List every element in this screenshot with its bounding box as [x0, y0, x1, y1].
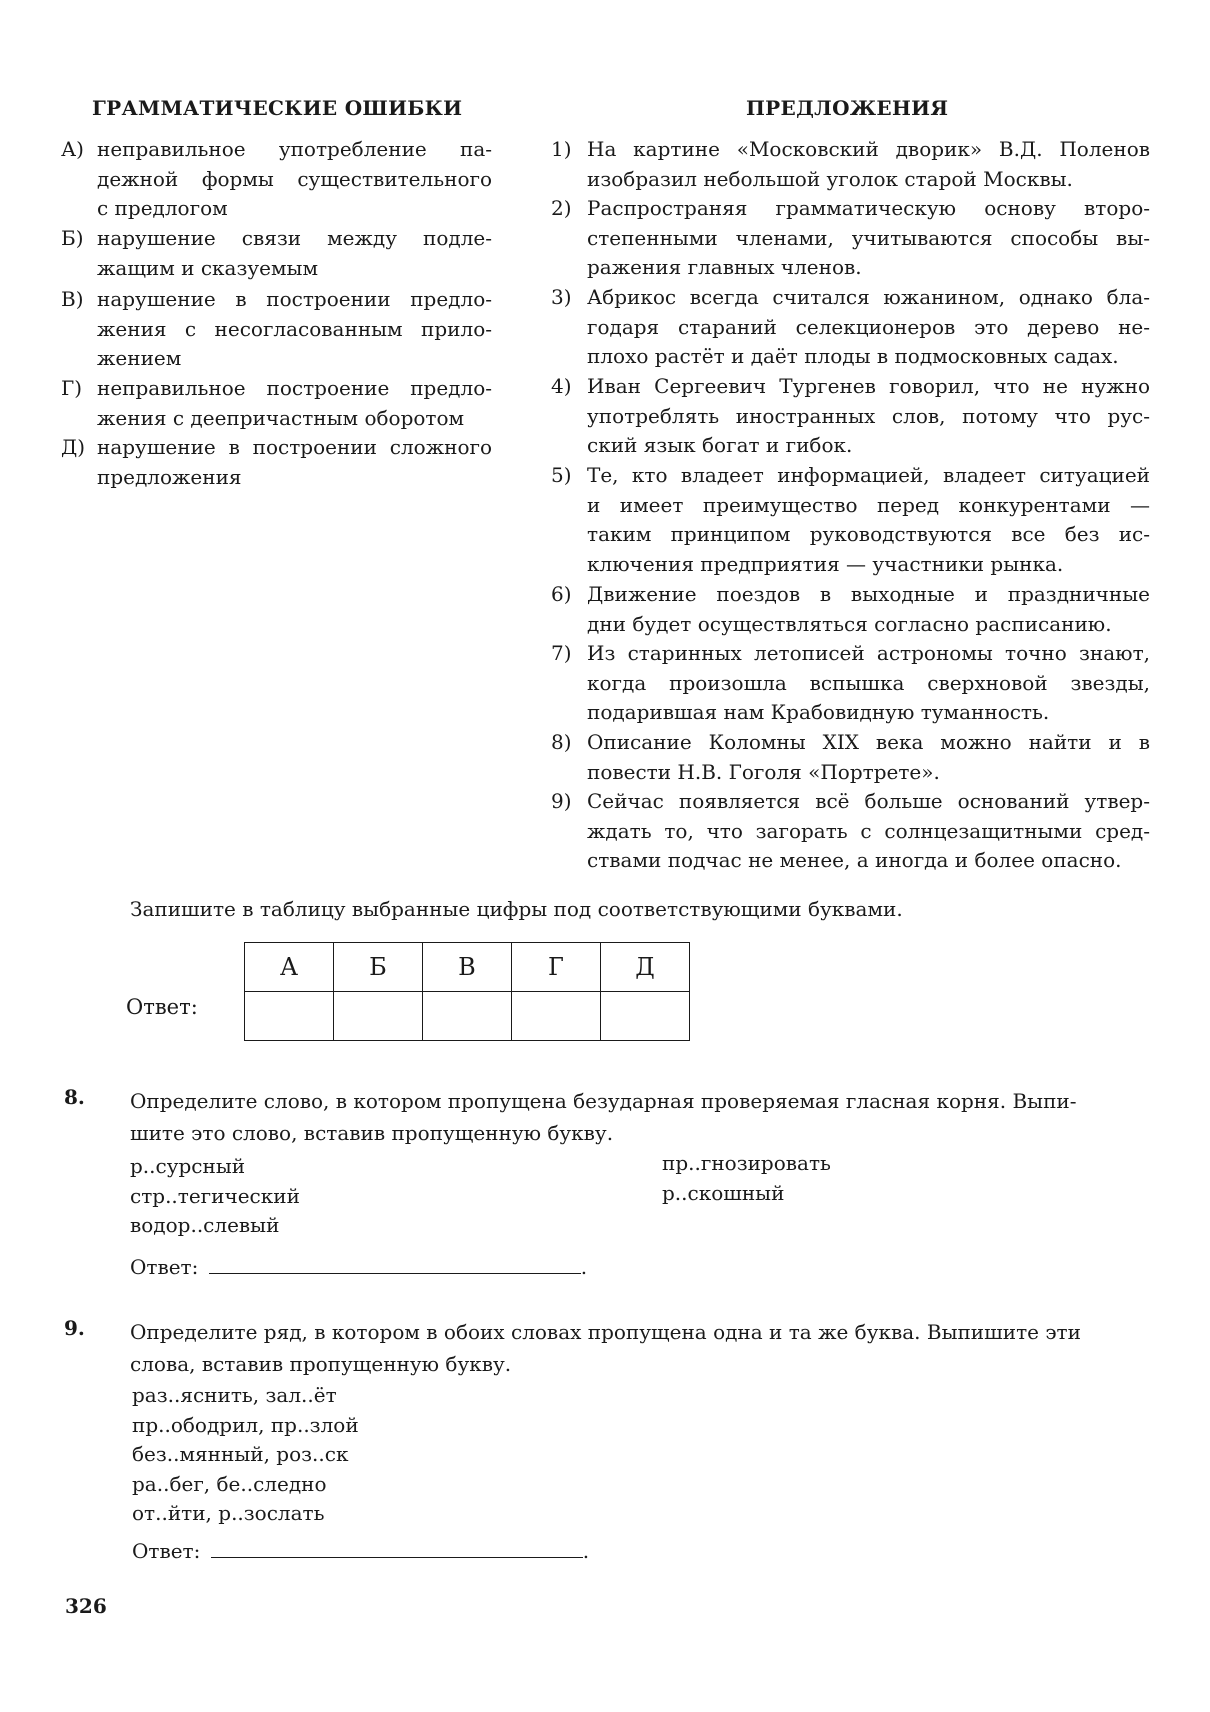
answer-table-header-row [245, 943, 690, 992]
error-type-item [61, 285, 492, 374]
word-option: стр..тегический [130, 1183, 300, 1208]
answer-header-b: Б [334, 943, 423, 992]
answer-cell-a[interactable] [245, 992, 334, 1041]
sentence-item-marker: 5) [551, 463, 572, 487]
sentence-item [551, 372, 1150, 461]
error-type-item-text-line: жением [97, 346, 182, 371]
question-9-text-line: Определите ряд, в котором в обоих словах пропущена одна и та же буква. Выпишите эти [130, 1320, 1081, 1344]
sentence-item-text-line: Движение поездов в выходные и праздничные [587, 582, 1150, 606]
sentence-item-text-line: Иван Сергеевич Тургенев говорил, что не нужно [587, 374, 1150, 398]
question-8-text [130, 1085, 1076, 1149]
sentence-item-marker: 7) [551, 641, 572, 665]
error-type-item [61, 224, 492, 283]
sentence-item [551, 135, 1150, 194]
sentence-item [551, 787, 1150, 876]
sentence-item-text-line: таким принципом руководствуются все без ис- [587, 522, 1150, 547]
error-type-item-text-line: жения с несогласованным прило- [97, 316, 492, 341]
error-type-item-text-line: неправильное построение предло- [97, 376, 492, 400]
sentence-item-text-line: степенными членами, учитываются способы вы- [587, 225, 1150, 250]
error-type-item-text-line: предложения [97, 464, 242, 489]
question-9-number: 9. [64, 1316, 85, 1340]
error-type-item-marker: А) [61, 137, 84, 161]
sentence-item-text-line: годаря стараний селекционеров это дерево не- [587, 314, 1150, 339]
sentence-item-text-line: ский язык богат и гибок. [587, 433, 853, 458]
question-8-answer-label: Ответ: [130, 1255, 199, 1279]
answer-cell-d[interactable] [601, 992, 690, 1041]
sentence-item [551, 728, 1150, 787]
sentence-item-marker: 2) [551, 196, 572, 220]
error-type-item-text-line: с предлогом [97, 196, 228, 221]
question-8-text-line: Определите слово, в котором пропущена безударная проверяемая гласная корня. Выпи- [130, 1089, 1077, 1113]
sentence-item [551, 194, 1150, 283]
sentence-item-text-line: Описание Коломны XIX века можно найти и в [587, 730, 1150, 754]
sentence-item-text-line: ражения главных членов. [587, 255, 862, 280]
answer-header-d: Д [601, 943, 690, 992]
error-type-item-text-line: нарушение связи между подле- [97, 226, 492, 250]
answer-cell-g[interactable] [512, 992, 601, 1041]
answer-header-a: А [245, 943, 334, 992]
sentence-item-marker: 8) [551, 730, 572, 754]
question-9-answer-blank[interactable] [211, 1537, 583, 1558]
question-8-answer-blank[interactable] [209, 1253, 581, 1274]
question-9-answer-end: . [582, 1539, 590, 1563]
error-type-item-text-line: жения с деепричастным оборотом [97, 405, 465, 430]
word-option: р..скошный [662, 1180, 785, 1205]
sentence-item-marker: 3) [551, 285, 572, 309]
option-row: от..йти, р..зослать [132, 1501, 325, 1525]
sentence-item [551, 283, 1150, 372]
sentence-item-text-line: На картине «Московский дворик» В.Д. Поленов [587, 137, 1150, 161]
option-row: раз..яснить, зал..ёт [132, 1383, 337, 1407]
question-8-words-right [662, 1149, 831, 1208]
page-number: 326 [65, 1594, 107, 1618]
error-type-item-text-line: жащим и сказуемым [97, 255, 319, 280]
error-type-item [61, 135, 492, 224]
table-instruction: Запишите в таблицу выбранные цифры под соответствующими буквами. [130, 897, 903, 921]
sentence-item-text-line: Распространяя грамматическую основу второ- [587, 196, 1150, 220]
right-column-heading: ПРЕДЛОЖЕНИЯ [746, 96, 949, 120]
sentence-item-text-line: повести Н.В. Гоголя «Портрете». [587, 759, 940, 784]
answer-table-input-row [245, 992, 690, 1041]
sentence-item-text-line: употреблять иностранных слов, потому что рус- [587, 403, 1150, 428]
word-option: р..сурсный [130, 1154, 246, 1178]
sentence-item-text-line: Абрикос всегда считался южанином, однако бла- [587, 285, 1150, 309]
answer-header-v: В [423, 943, 512, 992]
sentence-item-text-line: Из старинных летописей астрономы точно знают, [587, 641, 1150, 665]
option-row: пр..ободрил, пр..злой [132, 1412, 359, 1437]
error-type-item-marker: Д) [61, 435, 86, 459]
question-8-text-line: шите это слово, вставив пропущенную букву. [130, 1121, 614, 1145]
error-type-item-marker: Г) [61, 376, 83, 400]
question-8-words-left [130, 1152, 300, 1241]
question-8-answer [130, 1253, 587, 1279]
question-9-answer-label: Ответ: [132, 1539, 201, 1563]
question-8-number: 8. [64, 1085, 85, 1109]
sentence-item-text-line: изобразил небольшой уголок старой Москвы. [587, 166, 1073, 191]
option-row: ра..бег, бе..следно [132, 1471, 327, 1496]
sentence-item [551, 639, 1150, 728]
option-row: без..мянный, роз..ск [132, 1442, 349, 1466]
question-9-text-line: слова, вставив пропущенную букву. [130, 1352, 512, 1376]
sentence-item-marker: 6) [551, 582, 572, 606]
error-type-item [61, 433, 492, 492]
error-type-item-text-line: нарушение в построении сложного [97, 435, 492, 459]
sentence-item-text-line: ключения предприятия — участники рынка. [587, 552, 1064, 577]
answer-header-g: Г [512, 943, 601, 992]
left-column-heading: ГРАММАТИЧЕСКИЕ ОШИБКИ [92, 96, 463, 120]
error-type-item-text-line: нарушение в построении предло- [97, 287, 492, 311]
sentence-item-text-line: ствами подчас не менее, а иногда и более опасно. [587, 848, 1122, 873]
error-type-item-text-line: дежной формы существительного [97, 166, 492, 191]
answer-table [244, 942, 690, 1041]
word-option: водор..слевый [130, 1213, 280, 1237]
answer-table-label: Ответ: [126, 995, 198, 1019]
sentence-item-marker: 4) [551, 374, 572, 398]
error-type-item-text-line: неправильное употребление па- [97, 137, 492, 161]
sentence-item-text-line: Сейчас появляется всё больше оснований утвер- [587, 789, 1150, 813]
sentence-item [551, 461, 1150, 580]
answer-cell-v[interactable] [423, 992, 512, 1041]
sentence-item-marker: 1) [551, 137, 572, 161]
sentence-item [551, 580, 1150, 639]
question-8-answer-end: . [580, 1255, 588, 1279]
question-9-options [132, 1381, 359, 1529]
sentence-item-text-line: ждать то, что загорать с солнцезащитными сред- [587, 818, 1150, 843]
answer-cell-b[interactable] [334, 992, 423, 1041]
error-type-item-marker: Б) [61, 226, 84, 250]
sentence-item-text-line: дни будет осуществляться согласно расписанию. [587, 611, 1112, 636]
sentence-item-text-line: плохо растёт и даёт плоды в подмосковных садах. [587, 344, 1119, 369]
sentence-item-text-line: когда произошла вспышка сверхновой звезды, [587, 670, 1150, 695]
sentence-item-text-line: подарившая нам Крабовидную туманность. [587, 700, 1050, 725]
error-type-item-marker: В) [61, 287, 84, 311]
sentence-item-text-line: и имеет преимущество перед конкурентами — [587, 492, 1150, 517]
error-type-item [61, 374, 492, 433]
question-9-answer [132, 1537, 589, 1563]
question-9-text [130, 1316, 1081, 1380]
sentence-item-marker: 9) [551, 789, 572, 813]
word-option: пр..гнозировать [662, 1151, 831, 1175]
sentence-item-text-line: Те, кто владеет информацией, владеет ситуацией [587, 463, 1150, 487]
